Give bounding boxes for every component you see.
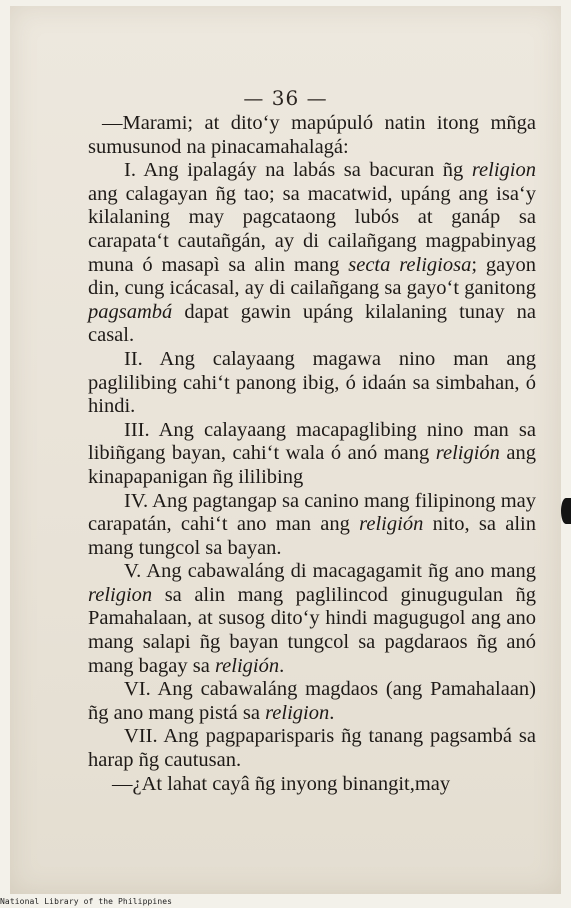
item-6-italic-religion: religion	[265, 701, 330, 724]
item-5-number: V.	[124, 560, 142, 583]
item-3-italic-religion: religión	[435, 442, 500, 465]
item-2	[88, 348, 536, 419]
item-3-text: ang kinapapanigan ñg ililibing	[88, 442, 537, 488]
item-5-text: .	[279, 654, 285, 677]
item-1-text: ; gayon din, cung icácasal, ay di cailañgang sa gayo‘t ganitong	[88, 253, 536, 300]
item-4-text: nito, sa alin mang tungcol sa bayan.	[88, 513, 536, 559]
item-5-text: sa alin mang paglilincod ginugugulan ñg Pamahalaan, at susog dito‘y hindi magugugol ang ano mang salapi ñg bayan tungcol sa pagdaraos ñg anó mang bagay sa	[88, 583, 536, 677]
item-1-text: ang calagayan ñg tao; sa macatwid, upáng ang isa‘y kilalaning may pagcataong lubós at ganáp sa carapata‘t cautañgán, ay di cailañgang magpabinyag muna ó masapì sa alin mang	[88, 182, 536, 276]
item-4-number: IV.	[124, 489, 149, 512]
item-7-text: Ang pagpaparisparis ñg tanang pagsambá sa harap ñg cautusan.	[88, 725, 536, 772]
item-6-number: VI.	[124, 678, 151, 701]
item-1-number: I.	[124, 159, 136, 182]
item-7	[88, 725, 536, 772]
book-page	[10, 6, 561, 894]
page-text	[88, 112, 536, 796]
library-footer: National Library of the Philippines	[0, 897, 173, 906]
item-2-number: II.	[124, 347, 143, 370]
item-4	[88, 490, 536, 561]
item-6-text: Ang cabawaláng magdaos (ang Pamahalaan) ñg ano mang pistá sa	[88, 678, 536, 724]
item-5-italic-religion-end: religión	[214, 654, 280, 677]
item-3	[88, 419, 536, 490]
item-5	[88, 560, 536, 678]
item-1-italic-pagsamba: pagsambá	[88, 300, 173, 323]
item-1-text: Ang ipalagáy na labás sa bacuran ñg	[135, 159, 472, 182]
item-5-italic-religion: religion	[88, 583, 153, 606]
item-4-italic-religion: religión	[359, 513, 424, 536]
closing-line: —¿At lahat cayâ ñg inyong binangit,may	[112, 772, 451, 795]
item-1-italic-religion: religion	[471, 159, 536, 182]
item-6-text: .	[329, 701, 335, 724]
item-4-text: Ang pagtangap sa canino mang filipinong may carapatán, cahi‘t ano man ang	[88, 489, 536, 536]
item-1-text: dapat gawin upáng kilalaning tunay na casal.	[88, 300, 536, 347]
intro-paragraph: —Marami; at dito‘y mapúpuló natin itong mñga sumusunod na pinacamahalagá:	[88, 112, 536, 158]
item-7-number: VII.	[124, 725, 158, 748]
item-6	[88, 678, 536, 725]
item-1-italic-secta: secta religiosa	[348, 253, 472, 276]
item-1	[88, 159, 536, 348]
page-edge-mark	[561, 498, 571, 524]
item-3-text: Ang calayaang macapaglibing nino man sa libiñgang bayan, cahi‘t wala ó anó mang	[88, 418, 536, 465]
item-3-number: III.	[124, 418, 150, 441]
item-2-text: Ang calayaang magawa nino man ang paglilibing cahi‘t panong ibig, ó idaán sa simbahan, ó hindi.	[88, 347, 536, 418]
item-5-text: Ang cabawaláng di macagagamit ñg ano mang	[141, 560, 536, 583]
page-number: — 36 —	[243, 86, 328, 110]
